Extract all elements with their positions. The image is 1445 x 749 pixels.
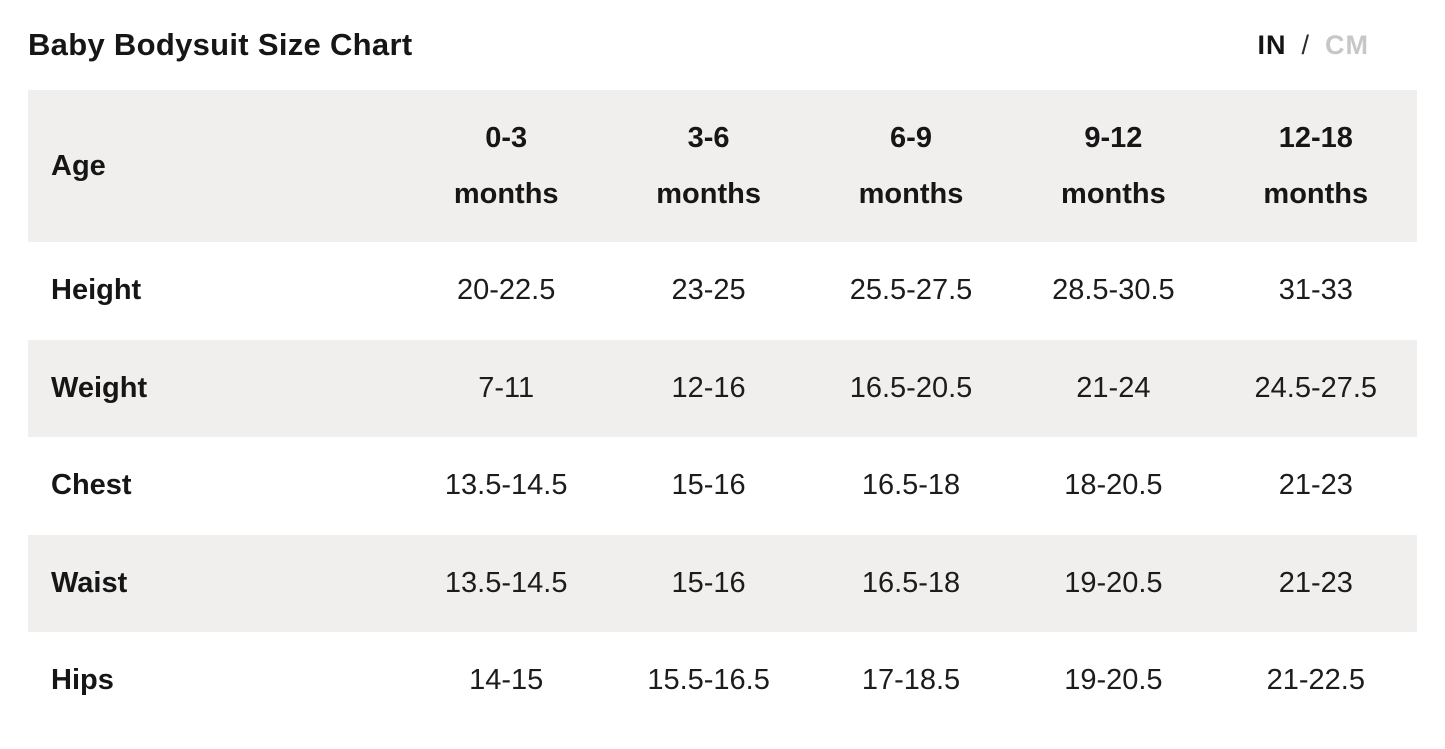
column-header-range: 9-12 (1084, 122, 1143, 154)
column-header-9-12 (1012, 110, 1214, 222)
table-cell: 17-18.5 (861, 664, 961, 697)
table-cell: 15-16 (671, 566, 746, 599)
table-cell: 16.5-18 (861, 469, 961, 502)
table-cell: 19-20.5 (1064, 664, 1163, 697)
row-label: Chest (51, 469, 132, 502)
topbar (28, 0, 1417, 90)
table-cell: 13.5-14.5 (444, 469, 568, 502)
page-title: Baby Bodysuit Size Chart (28, 27, 413, 62)
column-header-unit: months (1263, 178, 1369, 210)
table-cell: 20-22.5 (457, 274, 556, 307)
table-cell: 15.5-16.5 (647, 664, 770, 697)
column-header-unit: months (1061, 178, 1166, 210)
table-cell: 21-23 (1278, 566, 1353, 599)
table-cell: 24.5-27.5 (1254, 371, 1378, 404)
column-header-12-18 (1215, 110, 1417, 222)
table-row-waist (28, 535, 1417, 633)
row-label: Hips (51, 664, 114, 697)
table-header-row (28, 90, 1417, 242)
row-label: Waist (51, 566, 128, 599)
table-cell: 21-24 (1076, 371, 1151, 404)
table-cell: 21-22.5 (1266, 664, 1365, 697)
column-header-0-3 (405, 110, 607, 222)
unit-in-button[interactable]: IN (1257, 29, 1287, 60)
table-cell: 13.5-14.5 (444, 566, 568, 599)
unit-cm-button[interactable]: CM (1325, 29, 1369, 60)
table-cell: 25.5-27.5 (849, 274, 973, 307)
column-header-unit: months (656, 178, 761, 210)
table-cell: 31-33 (1278, 274, 1353, 307)
table-cell: 7-11 (478, 371, 535, 404)
size-chart-table (28, 90, 1417, 730)
table-cell: 21-23 (1278, 469, 1353, 502)
table-row-height (28, 242, 1417, 340)
table-cell: 28.5-30.5 (1052, 274, 1175, 307)
column-header-range: 6-9 (890, 122, 932, 154)
column-header-6-9 (810, 110, 1012, 222)
column-header-unit: months (858, 178, 964, 210)
column-header-3-6 (607, 110, 809, 222)
column-header-unit: months (453, 178, 559, 210)
corner-label-age: Age (51, 149, 106, 182)
unit-separator: / (1301, 29, 1310, 60)
table-row-chest (28, 437, 1417, 535)
table-cell: 16.5-18 (861, 566, 961, 599)
table-cell: 14-15 (469, 664, 544, 697)
column-header-range: 0-3 (485, 122, 528, 154)
column-header-range: 12-18 (1278, 122, 1353, 154)
table-cell: 12-16 (671, 371, 746, 404)
row-label: Weight (51, 371, 148, 404)
table-cell: 23-25 (671, 274, 746, 307)
table-cell: 19-20.5 (1064, 566, 1163, 599)
unit-toggle (1257, 30, 1369, 61)
table-row-hips (28, 632, 1417, 730)
table-cell: 16.5-20.5 (849, 371, 973, 404)
table-row-weight (28, 340, 1417, 438)
table-cell: 18-20.5 (1064, 469, 1163, 502)
column-header-range: 3-6 (687, 122, 730, 154)
table-cell: 15-16 (671, 469, 746, 502)
row-label: Height (51, 274, 142, 307)
